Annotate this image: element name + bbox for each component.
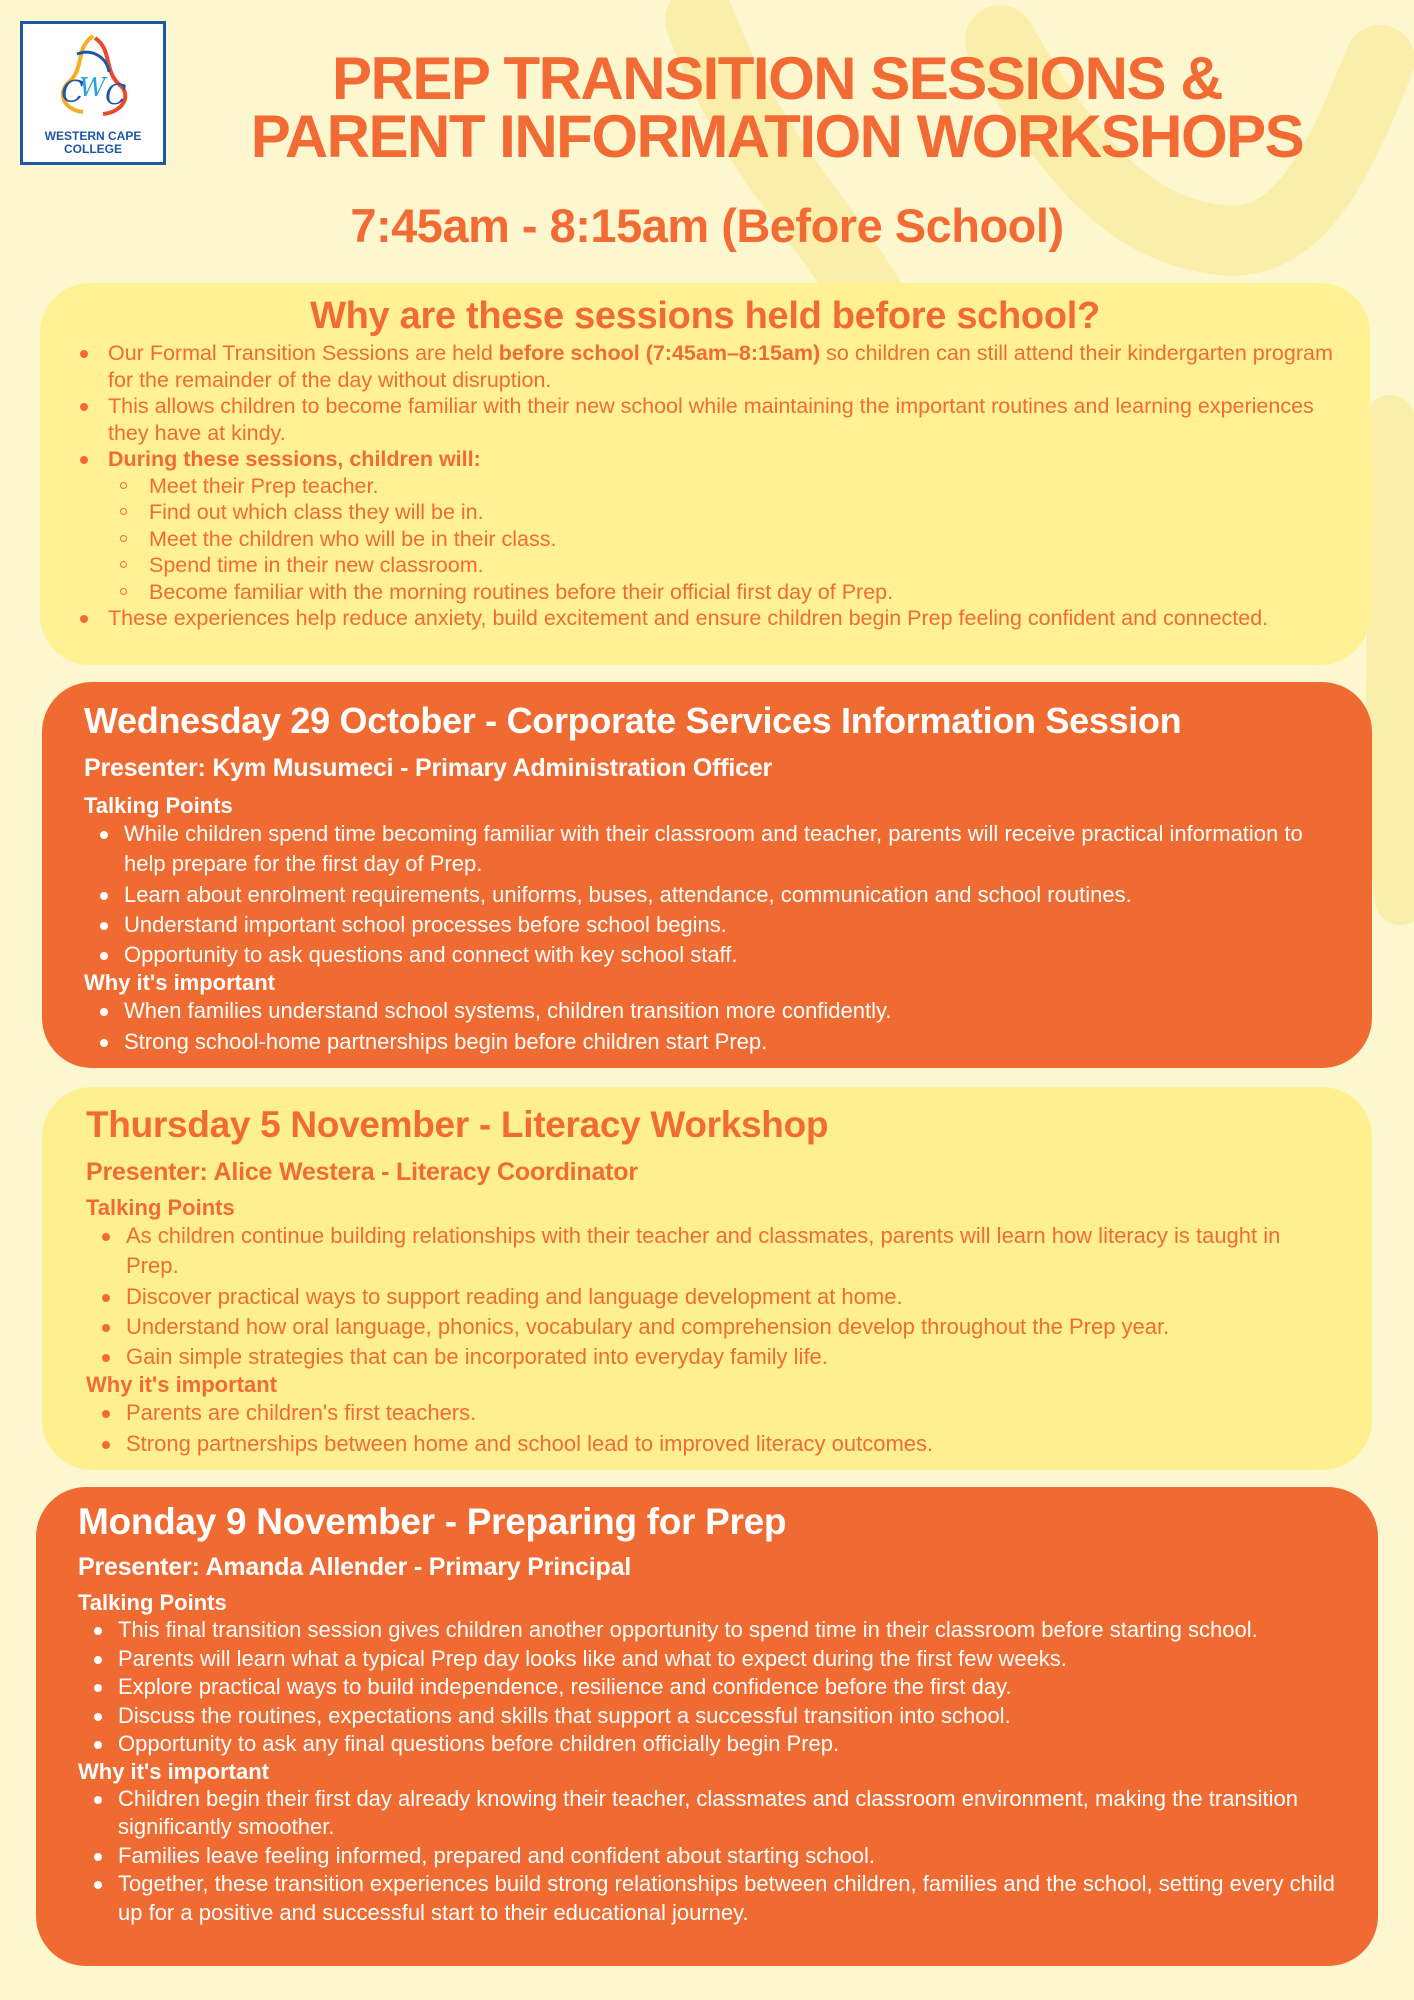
list-item: Discover practical ways to support reading and language development at home. <box>126 1282 1332 1312</box>
logo-text <box>23 130 163 156</box>
why-point-3 <box>108 446 1346 473</box>
session-card-literacy-workshop <box>42 1087 1372 1470</box>
why-important-heading: Why it's important <box>86 1372 278 1398</box>
list-item: Explore practical ways to build independence, resilience and confidence before the first day. <box>118 1673 1348 1702</box>
why-subpoint: Find out which class they will be in. <box>149 499 1346 526</box>
list-item: As children continue building relationships with their teacher and classmates, parents will learn how literacy is taught in Prep. <box>126 1221 1332 1282</box>
session-title: Monday 9 November - Preparing for Prep <box>78 1501 787 1542</box>
session-presenter: Presenter: Alice Westera - Literacy Coordinator <box>86 1158 638 1186</box>
list-item: Gain simple strategies that can be incorporated into everyday family life. <box>126 1342 1332 1372</box>
list-item: Children begin their first day already knowing their teacher, classmates and classroom environment, making the transition significantly smoother. <box>118 1785 1348 1842</box>
list-item: Discuss the routines, expectations and skills that support a successful transition into school. <box>118 1702 1348 1731</box>
session-title: Wednesday 29 October - Corporate Services Information Session <box>84 700 1182 741</box>
list-item: Understand how oral language, phonics, vocabulary and comprehension develop throughout the Prep year. <box>126 1312 1332 1342</box>
list-item: Learn about enrolment requirements, uniforms, buses, attendance, communication and school routines. <box>124 880 1332 910</box>
why-subpoint: Become familiar with the morning routines before their official first day of Prep. <box>149 579 1346 606</box>
list-item: Strong partnerships between home and school lead to improved literacy outcomes. <box>126 1429 1332 1459</box>
why-subpoint: Meet the children who will be in their class. <box>149 526 1346 553</box>
talking-points-list <box>78 1616 1348 1759</box>
why-point-4: These experiences help reduce anxiety, build excitement and ensure children begin Prep feeling confident and connected. <box>108 605 1346 632</box>
svg-text:C: C <box>105 78 127 111</box>
list-item: Parents are children's first teachers. <box>126 1398 1332 1428</box>
college-logo <box>20 21 166 165</box>
talking-points-heading: Talking Points <box>86 1195 235 1220</box>
why-list <box>108 340 1346 632</box>
list-item: Together, these transition experiences build strong relationships between children, families and the school, setting every child up for a positive and successful start to their educational journey. <box>118 1870 1348 1927</box>
list-item: Understand important school processes before school begins. <box>124 910 1332 940</box>
why-before-school-box <box>40 283 1370 665</box>
session-presenter: Presenter: Kym Musumeci - Primary Administration Officer <box>84 754 773 782</box>
list-item: Families leave feeling informed, prepared and confident about starting school. <box>118 1842 1348 1871</box>
session-card-preparing-for-prep <box>36 1487 1378 1966</box>
why-important-heading: Why it's important <box>78 1758 270 1784</box>
page-title-line2: PARENT INFORMATION WORKSHOPS <box>250 103 1304 170</box>
session-card-corporate-services <box>42 682 1372 1068</box>
why-point-2: This allows children to become familiar with their new school while maintaining the important routines and learning experiences they have at kindy. <box>108 393 1346 446</box>
why-point-3-bold: During these sessions, children will: <box>108 447 481 471</box>
talking-points-list <box>86 1221 1332 1372</box>
talking-points-heading: Talking Points <box>84 793 233 818</box>
why-point-1-text-b: so children can still attend their kindergarten program for the remainder of the day without disruption. <box>108 341 1333 392</box>
list-item: Opportunity to ask any final questions before children officially begin Prep. <box>118 1730 1348 1759</box>
why-important-list <box>78 1785 1348 1928</box>
list-item: Parents will learn what a typical Prep day looks like and what to expect during the first few weeks. <box>118 1645 1348 1674</box>
list-item: While children spend time becoming familiar with their classroom and teacher, parents will receive practical information to help prepare for the first day of Prep. <box>124 819 1332 880</box>
list-item: This final transition session gives children another opportunity to spend time in their classroom before starting school. <box>118 1616 1348 1645</box>
why-subpoint: Spend time in their new classroom. <box>149 552 1346 579</box>
why-important-list <box>86 1398 1332 1459</box>
session-title: Thursday 5 November - Literacy Workshop <box>86 1104 829 1145</box>
list-item: Strong school-home partnerships begin before children start Prep. <box>124 1027 1332 1057</box>
why-point-1-bold: before school (7:45am–8:15am) <box>498 341 821 365</box>
logo-text-line1: WESTERN CAPE <box>44 129 142 143</box>
why-subpoint: Meet their Prep teacher. <box>149 473 1346 500</box>
why-heading: Why are these sessions held before school? <box>310 295 1100 337</box>
svg-text:C: C <box>61 75 84 110</box>
talking-points-heading: Talking Points <box>78 1590 227 1615</box>
svg-text:W: W <box>79 73 106 103</box>
session-time: 7:45am - 8:15am (Before School) <box>350 199 1064 252</box>
why-point-1-text-a: Our Formal Transition Sessions are held <box>108 341 499 365</box>
list-item: When families understand school systems, children transition more confidently. <box>124 996 1332 1026</box>
why-important-list <box>84 996 1332 1057</box>
list-item: Opportunity to ask questions and connect with key school staff. <box>124 940 1332 970</box>
page-title-line1: PREP TRANSITION SESSIONS & <box>331 45 1223 112</box>
logo-emblem <box>23 28 163 128</box>
session-presenter: Presenter: Amanda Allender - Primary Principal <box>78 1553 632 1581</box>
why-important-heading: Why it's important <box>84 970 276 996</box>
why-point-1 <box>108 340 1346 393</box>
talking-points-list <box>84 819 1332 970</box>
logo-text-line2: COLLEGE <box>63 142 122 156</box>
